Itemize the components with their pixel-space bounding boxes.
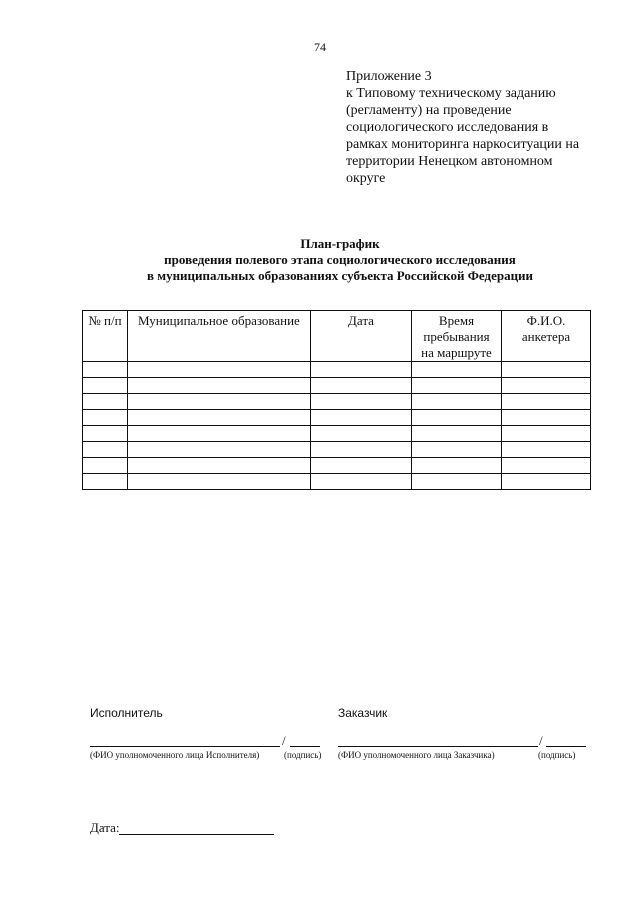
table-cell[interactable]	[311, 474, 412, 490]
header-date: Дата	[311, 311, 412, 362]
table-cell[interactable]	[502, 474, 591, 490]
appendix-line: Приложение 3	[346, 69, 432, 84]
table-cell[interactable]	[412, 458, 502, 474]
table-cell[interactable]	[128, 362, 311, 378]
table-row	[83, 474, 591, 490]
header-fio-line: Ф.И.О.	[526, 313, 566, 328]
table-cell[interactable]	[311, 458, 412, 474]
table-row	[83, 362, 591, 378]
table-cell[interactable]	[412, 362, 502, 378]
table-cell[interactable]	[83, 458, 128, 474]
header-fio	[502, 311, 591, 362]
table-cell[interactable]	[83, 394, 128, 410]
table-cell[interactable]	[83, 426, 128, 442]
plan-title-line: в муниципальных образованиях субъекта Российской Федерации	[146, 268, 534, 283]
appendix-line: округе	[346, 171, 386, 186]
table-cell[interactable]	[412, 474, 502, 490]
table-row	[83, 394, 591, 410]
table-header-row	[83, 311, 591, 362]
table-cell[interactable]	[412, 410, 502, 426]
executor-signature-line[interactable]	[290, 746, 320, 747]
executor-slash: /	[282, 733, 286, 748]
table-cell[interactable]	[128, 458, 311, 474]
table-cell[interactable]	[502, 410, 591, 426]
table-cell[interactable]	[128, 410, 311, 426]
customer-signature-line[interactable]	[546, 746, 586, 747]
table-cell[interactable]	[83, 378, 128, 394]
plan-title-line: проведения полевого этапа социологического исследования	[164, 252, 516, 267]
table-row	[83, 378, 591, 394]
table-cell[interactable]	[502, 442, 591, 458]
customer-fio-caption: (ФИО уполномоченного лица Заказчика)	[338, 750, 495, 760]
table-cell[interactable]	[83, 442, 128, 458]
page-number: 74	[314, 40, 326, 54]
executor-fio-line[interactable]	[90, 746, 280, 747]
table-cell[interactable]	[83, 362, 128, 378]
table-cell[interactable]	[128, 378, 311, 394]
table-cell[interactable]	[502, 378, 591, 394]
table-cell[interactable]	[311, 410, 412, 426]
header-time-line: пребывания	[423, 329, 490, 344]
appendix-line: социологического исследования в	[346, 120, 549, 135]
date-line[interactable]	[119, 834, 274, 835]
table-cell[interactable]	[128, 394, 311, 410]
table-cell[interactable]	[412, 442, 502, 458]
executor-signature-caption: (подпись)	[284, 750, 322, 760]
appendix-line: территории Ненецком автономном	[346, 154, 553, 169]
table-row	[83, 442, 591, 458]
table-row	[83, 410, 591, 426]
customer-label: Заказчик	[338, 706, 388, 720]
table-cell[interactable]	[128, 474, 311, 490]
executor-label: Исполнитель	[90, 706, 163, 720]
executor-fio-caption: (ФИО уполномоченного лица Исполнителя)	[90, 750, 260, 760]
customer-slash: /	[539, 733, 543, 748]
appendix-header	[346, 68, 636, 187]
table-cell[interactable]	[311, 442, 412, 458]
date-label: Дата:	[90, 820, 120, 835]
table-cell[interactable]	[311, 426, 412, 442]
appendix-line: рамках мониторинга наркоситуации на	[346, 137, 580, 152]
customer-signature-caption: (подпись)	[538, 750, 576, 760]
table-cell[interactable]	[128, 426, 311, 442]
table-cell[interactable]	[502, 394, 591, 410]
table-row	[83, 458, 591, 474]
table-cell[interactable]	[311, 378, 412, 394]
header-municipality: Муниципальное образование	[128, 311, 311, 362]
header-fio-line: анкетера	[521, 329, 571, 344]
appendix-line: к Типовому техническому заданию	[346, 86, 556, 101]
customer-fio-line[interactable]	[338, 746, 538, 747]
table-cell[interactable]	[311, 394, 412, 410]
table-cell[interactable]	[502, 362, 591, 378]
table-row	[83, 426, 591, 442]
header-time-line: на маршруте	[421, 345, 492, 360]
appendix-line: (регламенту) на проведение	[346, 103, 512, 118]
table-cell[interactable]	[128, 442, 311, 458]
table-cell[interactable]	[83, 474, 128, 490]
table-cell[interactable]	[502, 426, 591, 442]
header-time-line: Время	[438, 313, 475, 328]
table-cell[interactable]	[412, 426, 502, 442]
plan-title-line: План-график	[300, 236, 380, 251]
plan-title	[0, 236, 640, 284]
table-cell[interactable]	[412, 394, 502, 410]
table-cell[interactable]	[412, 378, 502, 394]
table-body	[83, 362, 591, 490]
header-time	[412, 311, 502, 362]
schedule-table	[82, 310, 591, 490]
table-cell[interactable]	[83, 410, 128, 426]
header-num: № п/п	[83, 311, 128, 362]
table-cell[interactable]	[502, 458, 591, 474]
table-cell[interactable]	[311, 362, 412, 378]
